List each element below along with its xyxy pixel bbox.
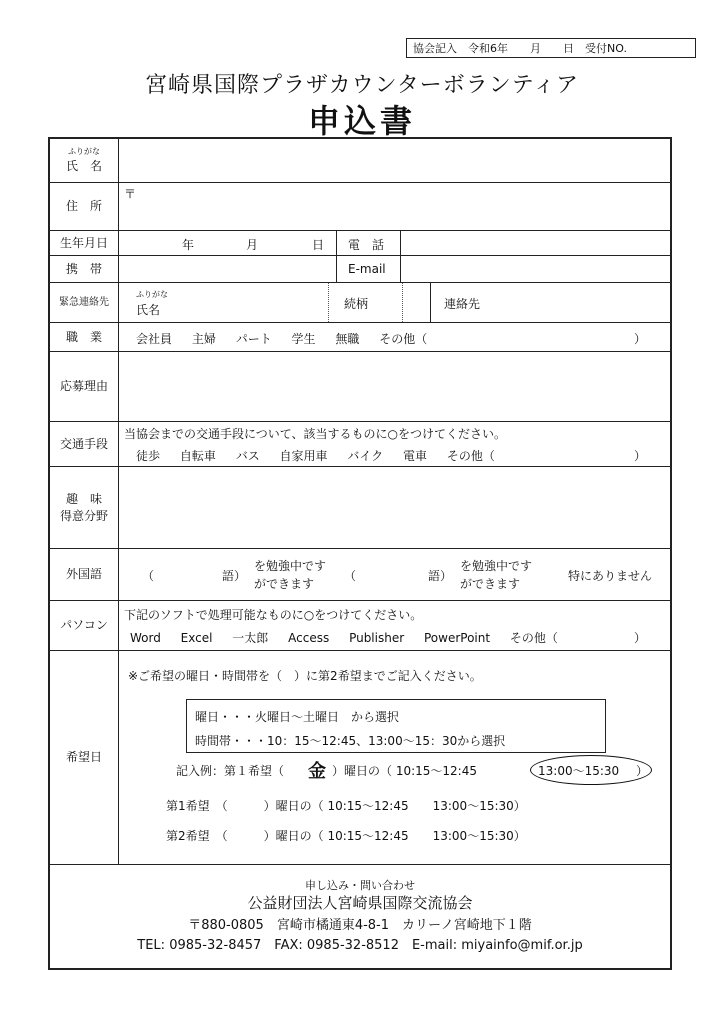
example-close: ） bbox=[636, 764, 649, 778]
example-mid: ）曜日の（ 10:15〜12:45 bbox=[332, 764, 477, 778]
form-title: 宮崎県国際プラザカウンターボランティア bbox=[145, 73, 579, 98]
language-studying-2[interactable]: を勉強中です bbox=[460, 559, 533, 573]
address-label: 住 所 bbox=[50, 183, 119, 230]
pc-option[interactable]: PowerPoint bbox=[423, 631, 491, 645]
birth-row bbox=[50, 231, 670, 256]
mobile-label: 携 帯 bbox=[50, 256, 119, 282]
pc-row bbox=[50, 601, 670, 651]
pc-option[interactable]: Excel bbox=[180, 631, 213, 645]
language-studying-1[interactable]: を勉強中です bbox=[254, 559, 327, 573]
pc-label: パソコン bbox=[50, 601, 119, 650]
emergency-name-label: 氏名 bbox=[136, 303, 161, 317]
email-input[interactable] bbox=[401, 256, 670, 282]
language-close-2: 語） bbox=[428, 569, 453, 583]
contact-title: 申し込み・問い合わせ bbox=[305, 879, 415, 892]
occupation-option[interactable]: 無職 bbox=[335, 332, 360, 346]
emergency-furigana: ふりがな bbox=[136, 290, 168, 299]
emergency-relation-label: 続柄 bbox=[344, 297, 369, 311]
occupation-option[interactable]: パート bbox=[235, 332, 272, 346]
phone-label: 電 話 bbox=[348, 238, 385, 252]
transport-instruction: 当協会までの交通手段について、該当するものに○をつけてください。 bbox=[124, 427, 506, 441]
transport-option[interactable]: バイク bbox=[347, 449, 384, 463]
org-address: 〒880-0805 宮崎市橘通東4-8-1 カリーノ宮崎地下１階 bbox=[188, 918, 532, 933]
transport-option[interactable]: 電車 bbox=[402, 449, 427, 463]
occupation-label: 職 業 bbox=[50, 323, 119, 351]
schedule-label: 希望日 bbox=[50, 651, 119, 864]
language-open-2: （ bbox=[344, 569, 357, 583]
office-use-box: 協会記入 令和6年 月 日 受付NO. bbox=[406, 38, 696, 58]
mobile-input[interactable] bbox=[119, 256, 336, 282]
language-label: 外国語 bbox=[50, 549, 119, 600]
reason-row bbox=[50, 352, 670, 422]
org-contact: TEL: 0985-32-8457 FAX: 0985-32-8512 E-mail: miyainfo@mif.or.jp bbox=[137, 938, 583, 953]
language-can-1[interactable]: ができます bbox=[254, 577, 315, 591]
reason-label: 応募理由 bbox=[50, 352, 119, 421]
pc-options bbox=[130, 629, 574, 646]
org-name: 公益財団法人宮崎県国際交流協会 bbox=[247, 894, 473, 912]
birth-year[interactable]: 年 bbox=[182, 238, 195, 252]
schedule-instruction: ※ご希望の曜日・時間帯を（ ）に第2希望までご記入ください。 bbox=[128, 669, 482, 683]
first-choice[interactable]: 第1希望 （ ）曜日の（ 10:15〜12:45 13:00〜15:30） bbox=[166, 799, 526, 813]
address-row bbox=[50, 183, 670, 231]
name-input[interactable] bbox=[119, 139, 670, 182]
language-can-2[interactable]: ができます bbox=[460, 577, 521, 591]
name-label-cell bbox=[50, 139, 119, 182]
schedule-row bbox=[50, 651, 670, 865]
occupation-option[interactable]: 主婦 bbox=[191, 332, 216, 346]
transport-option[interactable]: バス bbox=[235, 449, 260, 463]
mobile-row bbox=[50, 256, 670, 283]
emergency-label: 緊急連絡先 bbox=[50, 283, 119, 322]
birth-day[interactable]: 日 bbox=[312, 238, 325, 252]
occupation-option[interactable]: その他（ bbox=[379, 332, 428, 346]
form-subtitle: 申込書 bbox=[307, 102, 416, 140]
address-input[interactable] bbox=[119, 183, 670, 230]
transport-option[interactable]: 自転車 bbox=[179, 449, 216, 463]
contact-footer bbox=[50, 865, 670, 968]
birth-month[interactable]: 月 bbox=[246, 238, 259, 252]
transport-options bbox=[136, 447, 511, 464]
transport-row bbox=[50, 422, 670, 467]
phone-input[interactable] bbox=[401, 231, 670, 255]
pc-option[interactable]: その他（ bbox=[509, 631, 558, 645]
pc-close: ） bbox=[634, 631, 647, 645]
occupation-options bbox=[136, 330, 443, 347]
occupation-option[interactable]: 会社員 bbox=[136, 332, 173, 346]
pc-option[interactable]: Publisher bbox=[349, 631, 405, 645]
occupation-option[interactable]: 学生 bbox=[291, 332, 316, 346]
transport-close: ） bbox=[634, 449, 647, 463]
application-form bbox=[48, 137, 672, 970]
emergency-row bbox=[50, 283, 670, 323]
email-label: E-mail bbox=[348, 262, 386, 276]
example-prefix: 記入例：第１希望（ bbox=[176, 764, 285, 778]
occupation-close: ） bbox=[634, 332, 647, 346]
example-time: 13:00〜15:30 bbox=[538, 764, 620, 778]
schedule-info-box bbox=[186, 699, 606, 753]
name-furigana: ふりがな bbox=[68, 147, 100, 156]
hobby-row bbox=[50, 467, 670, 549]
reason-input[interactable] bbox=[119, 352, 670, 421]
language-close-1: 語） bbox=[222, 569, 247, 583]
pc-option[interactable]: 一太郎 bbox=[232, 631, 269, 645]
example-circle bbox=[530, 755, 652, 785]
second-choice[interactable]: 第2希望 （ ）曜日の（ 10:15〜12:45 13:00〜15:30） bbox=[166, 829, 526, 843]
transport-option[interactable]: その他（ bbox=[446, 449, 495, 463]
name-label: 氏 名 bbox=[65, 158, 102, 173]
schedule-times-info: 時間帯・・・10：15〜12:45、13:00〜15：30から選択 bbox=[195, 734, 506, 748]
name-row bbox=[50, 139, 670, 183]
transport-option[interactable]: 自家用車 bbox=[279, 449, 328, 463]
pc-option[interactable]: Access bbox=[288, 631, 330, 645]
transport-label: 交通手段 bbox=[50, 422, 119, 466]
hobby-input[interactable] bbox=[119, 467, 670, 548]
birth-label: 生年月日 bbox=[50, 231, 119, 255]
emergency-contact-label: 連絡先 bbox=[444, 297, 481, 311]
occupation-row bbox=[50, 323, 670, 352]
language-none[interactable]: 特にありません bbox=[568, 569, 653, 583]
hobby-label: 趣 味 得意分野 bbox=[50, 467, 119, 548]
language-row bbox=[50, 549, 670, 601]
transport-option[interactable]: 徒歩 bbox=[136, 449, 161, 463]
pc-option[interactable]: Word bbox=[130, 631, 161, 645]
example-day: 金 bbox=[308, 761, 326, 782]
schedule-days-info: 曜日・・・火曜日〜土曜日 から選択 bbox=[195, 710, 400, 724]
language-open-1: （ bbox=[142, 569, 155, 583]
pc-instruction: 下記のソフトで処理可能なものに○をつけてください。 bbox=[124, 608, 423, 622]
postal-mark: 〒 bbox=[124, 187, 137, 201]
